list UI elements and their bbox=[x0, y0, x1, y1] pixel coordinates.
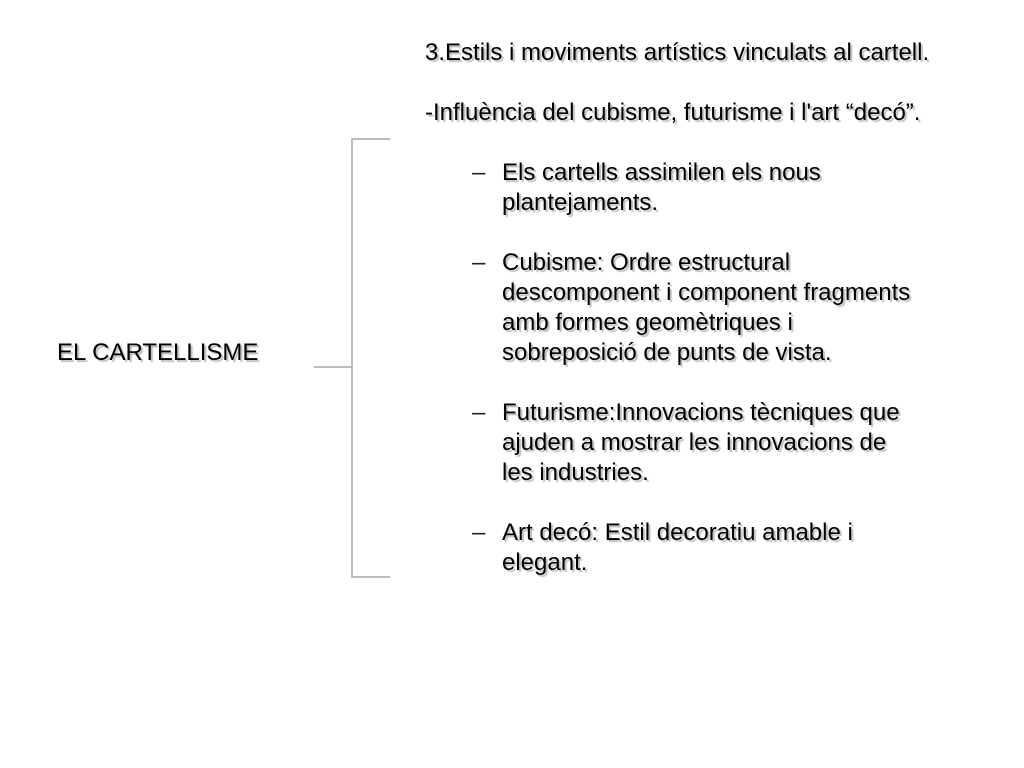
influence-line: -Influència del cubisme, futurisme i l'art “decó”. bbox=[425, 99, 921, 126]
bracket-arm bbox=[352, 139, 390, 577]
dash-marker: – bbox=[472, 159, 486, 186]
bullet-text: Art decó: Estil decoratiu amable i elegant. bbox=[502, 519, 853, 576]
list-item bbox=[425, 158, 922, 218]
bullet-text: Futurisme:Innovacions tècniques que ajuden a mostrar les innovacions de les industries. bbox=[502, 399, 900, 486]
list-item bbox=[425, 398, 922, 488]
bullet-text: Cubisme: Ordre estructural descomponent i component fragments amb formes geomètriques i sobreposició de punts de vista. bbox=[502, 249, 911, 366]
topic-label: EL CARTELLISME bbox=[57, 339, 259, 366]
dash-marker: – bbox=[472, 249, 486, 276]
list-item bbox=[425, 248, 922, 368]
section-heading: 3.Estils i moviments artístics vinculats al cartell. bbox=[425, 39, 930, 66]
list-item bbox=[425, 518, 922, 578]
content-block bbox=[425, 38, 985, 578]
dash-marker: – bbox=[472, 399, 486, 426]
bullet-list bbox=[425, 158, 985, 578]
bullet-text: Els cartells assimilen els nous plantejaments. bbox=[502, 159, 821, 216]
dash-marker: – bbox=[472, 519, 486, 546]
